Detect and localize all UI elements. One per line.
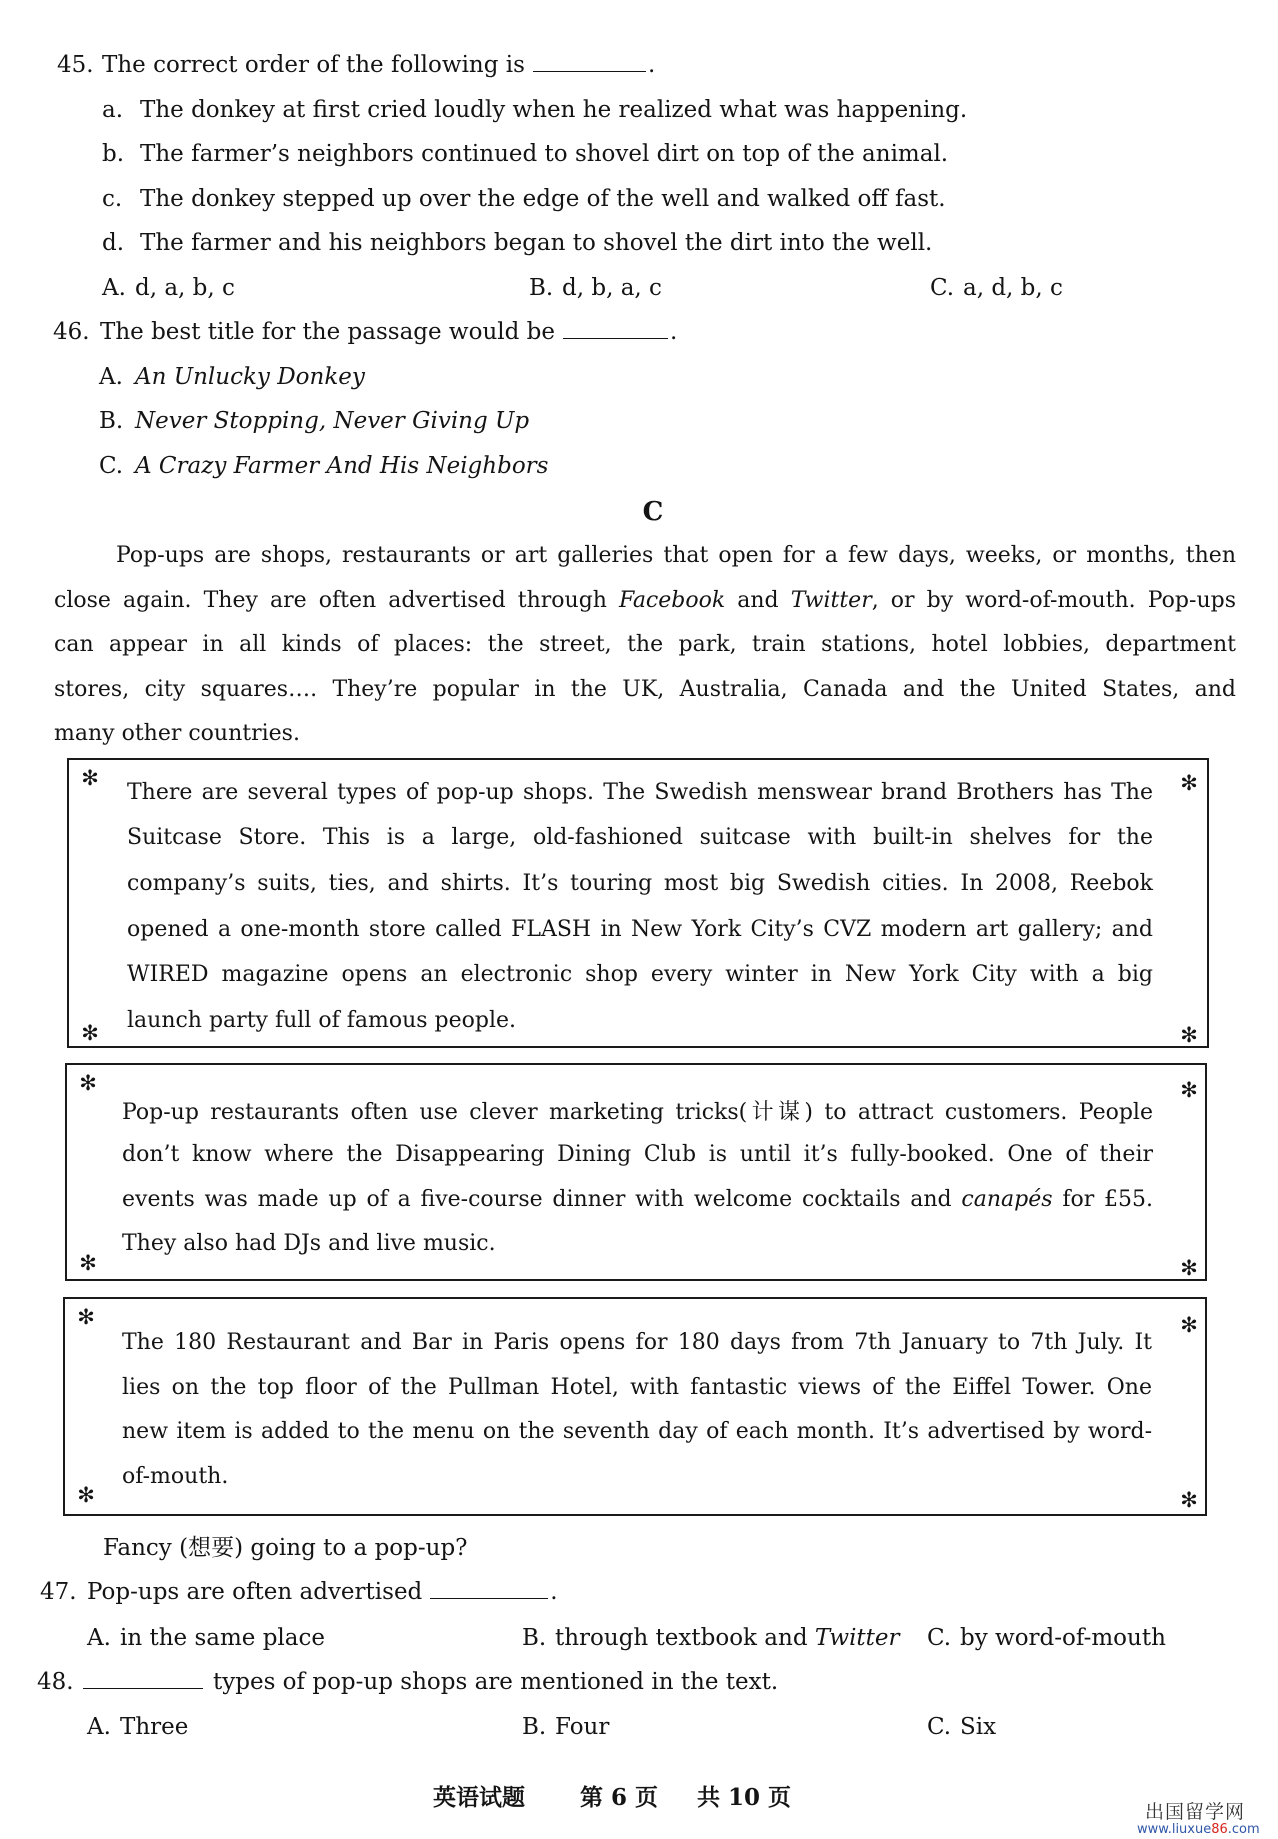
passage-closing: Fancy (想要) going to a pop-up? xyxy=(103,1535,468,1561)
asterisk-icon xyxy=(75,1484,97,1506)
option-label: A. xyxy=(87,1714,111,1740)
box-line: opened a one-month store called FLASH in New York City’s CVZ modern art gallery; and xyxy=(127,917,1153,942)
answer-blank xyxy=(83,1670,203,1689)
asterisk-icon xyxy=(75,1306,97,1328)
box-line: lies on the top floor of the Pullman Hotel, with fantastic views of the Eiffel Tower. One xyxy=(122,1375,1152,1400)
intro-italic-facebook: Facebook xyxy=(619,588,726,613)
option-label: B. xyxy=(99,408,124,434)
intro-line xyxy=(54,719,1236,749)
statement-text: The donkey stepped up over the edge of the well and walked off fast. xyxy=(140,186,946,212)
question-text: The correct order of the following is xyxy=(102,52,525,78)
box-line: Suitcase Store. This is a large, old-fashioned suitcase with built-in shelves for the xyxy=(127,825,1153,850)
box-line: don’t know where the Disappearing Dining Club is until it’s fully-booked. One of their xyxy=(122,1142,1153,1167)
intro-line xyxy=(54,630,1236,660)
question-end: . xyxy=(550,1579,558,1605)
option-label: C. xyxy=(99,453,124,479)
question-text: Pop-ups are often advertised xyxy=(87,1579,423,1605)
box-line: The 180 Restaurant and Bar in Paris opens for 180 days from 7th January to 7th July. It xyxy=(122,1330,1152,1355)
q45-option-a xyxy=(102,273,235,303)
box-line xyxy=(122,1185,1153,1215)
intro-line xyxy=(54,586,1236,616)
box-text: events was made up of a five-course dinner with welcome cocktails and xyxy=(122,1187,962,1212)
option-label: A. xyxy=(87,1625,111,1651)
question-number: 48. xyxy=(37,1669,74,1695)
option-label: C. xyxy=(930,275,955,301)
asterisk-icon xyxy=(77,1072,99,1094)
footer-page-total: 共 10 页 xyxy=(697,1784,792,1811)
option-label: B. xyxy=(522,1714,547,1740)
q47-option-b xyxy=(522,1623,900,1653)
footer-page-number: 第 6 页 xyxy=(580,1784,659,1811)
answer-blank xyxy=(563,320,668,339)
option-text: An Unlucky Donkey xyxy=(135,364,365,390)
answer-blank xyxy=(430,1580,548,1599)
statement-text: The farmer and his neighbors began to shovel the dirt into the well. xyxy=(140,230,933,256)
section-heading: C xyxy=(642,497,664,527)
asterisk-icon xyxy=(1178,1314,1200,1336)
option-text: in the same place xyxy=(120,1625,325,1651)
box-text: for £55. xyxy=(1052,1187,1153,1212)
intro-text: can appear in all kinds of places: the street, the park, train stations, hotel lobbies, department xyxy=(54,632,1236,657)
statement-text: The farmer’s neighbors continued to shovel dirt on top of the animal. xyxy=(140,141,949,167)
watermark-site-name: 出国留学网 xyxy=(1145,1801,1246,1823)
statement-label: a. xyxy=(102,97,124,123)
q48-option-b xyxy=(522,1712,609,1742)
footer-subject: 英语试题 xyxy=(433,1784,525,1811)
q46-option-b xyxy=(99,406,529,436)
option-label: B. xyxy=(529,275,554,301)
question-text: The best title for the passage would be xyxy=(100,319,556,345)
intro-text: stores, city squares…. They’re popular in the UK, Australia, Canada and the United States, and xyxy=(54,677,1236,702)
asterisk-icon xyxy=(79,1022,101,1044)
q45-option-b xyxy=(529,273,662,303)
question-end: . xyxy=(670,319,678,345)
box-line: new item is added to the menu on the seventh day of each month. It’s advertised by word- xyxy=(122,1419,1152,1444)
asterisk-icon xyxy=(79,767,101,789)
option-text: d, b, a, c xyxy=(562,275,662,301)
question-47-stem xyxy=(40,1577,558,1607)
intro-line xyxy=(116,541,1236,571)
option-italic-twitter: Twitter xyxy=(814,1625,900,1651)
statement-d xyxy=(102,228,932,258)
intro-text: Pop-ups are shops, restaurants or art galleries that open for a few days, weeks, or months, then xyxy=(116,543,1236,568)
option-text: d, a, b, c xyxy=(135,275,235,301)
answer-blank xyxy=(533,53,646,72)
option-text: Six xyxy=(960,1714,997,1740)
statement-a xyxy=(102,95,967,125)
statement-text: The donkey at first cried loudly when he realized what was happening. xyxy=(140,97,968,123)
statement-label: b. xyxy=(102,141,125,167)
question-46-stem xyxy=(53,317,677,347)
q46-option-c xyxy=(99,451,548,481)
option-text: through textbook and xyxy=(555,1625,815,1651)
intro-text: and xyxy=(725,588,791,613)
intro-text: many other countries. xyxy=(54,721,300,746)
asterisk-icon xyxy=(1178,1024,1200,1046)
option-text: Three xyxy=(120,1714,189,1740)
watermark-url-digits: 86 xyxy=(1211,1822,1228,1837)
intro-text: , or by word-of-mouth. Pop-ups xyxy=(871,588,1236,613)
q48-option-a xyxy=(87,1712,188,1742)
asterisk-icon xyxy=(1178,1079,1200,1101)
option-label: A. xyxy=(99,364,123,390)
intro-italic-twitter: Twitter xyxy=(790,588,872,613)
intro-line xyxy=(54,675,1236,705)
q47-option-a xyxy=(87,1623,325,1653)
asterisk-icon xyxy=(1178,772,1200,794)
watermark-url-suffix: .com xyxy=(1227,1822,1260,1837)
box-line: Pop-up restaurants often use clever marketing tricks(计谋) to attract customers. People xyxy=(122,1100,1153,1125)
question-48-stem xyxy=(37,1667,778,1697)
asterisk-icon xyxy=(1178,1489,1200,1511)
option-label: C. xyxy=(927,1625,952,1651)
question-end: . xyxy=(647,52,656,78)
statement-c xyxy=(102,184,946,214)
box-line: of-mouth. xyxy=(122,1464,229,1489)
question-text: types of pop-up shops are mentioned in the text. xyxy=(213,1669,779,1695)
box-line: company’s suits, ties, and shirts. It’s touring most big Swedish cities. In 2008, Reebok xyxy=(127,871,1153,896)
asterisk-icon xyxy=(77,1252,99,1274)
box-line: WIRED magazine opens an electronic shop every winter in New York City with a big xyxy=(127,962,1153,987)
watermark-url xyxy=(1137,1822,1260,1838)
option-label: C. xyxy=(927,1714,952,1740)
option-label: A. xyxy=(102,275,126,301)
statement-label: d. xyxy=(102,230,125,256)
option-text: A Crazy Farmer And His Neighbors xyxy=(135,453,549,479)
option-text: Never Stopping, Never Giving Up xyxy=(135,408,530,434)
q46-option-a xyxy=(99,362,365,392)
question-number: 45. xyxy=(57,52,94,78)
question-number: 47. xyxy=(40,1579,77,1605)
q48-option-c xyxy=(927,1712,996,1742)
watermark-url-prefix: www.liuxue xyxy=(1137,1822,1212,1837)
option-label: B. xyxy=(522,1625,547,1651)
box-line: There are several types of pop-up shops. The Swedish menswear brand Brothers has The xyxy=(127,780,1153,805)
box-italic-canapes: canapés xyxy=(961,1187,1053,1212)
asterisk-icon xyxy=(1178,1257,1200,1279)
option-text: a, d, b, c xyxy=(963,275,1063,301)
q47-option-c xyxy=(927,1623,1166,1653)
question-45-stem xyxy=(57,50,655,80)
q45-option-c xyxy=(930,273,1063,303)
statement-label: c. xyxy=(102,186,123,212)
statement-b xyxy=(102,139,948,169)
intro-text: close again. They are often advertised through xyxy=(54,588,620,613)
option-text: Four xyxy=(555,1714,610,1740)
box-line: They also had DJs and live music. xyxy=(122,1231,496,1256)
question-number: 46. xyxy=(53,319,90,345)
option-text: by word-of-mouth xyxy=(960,1625,1166,1651)
box-line: launch party full of famous people. xyxy=(127,1008,517,1033)
